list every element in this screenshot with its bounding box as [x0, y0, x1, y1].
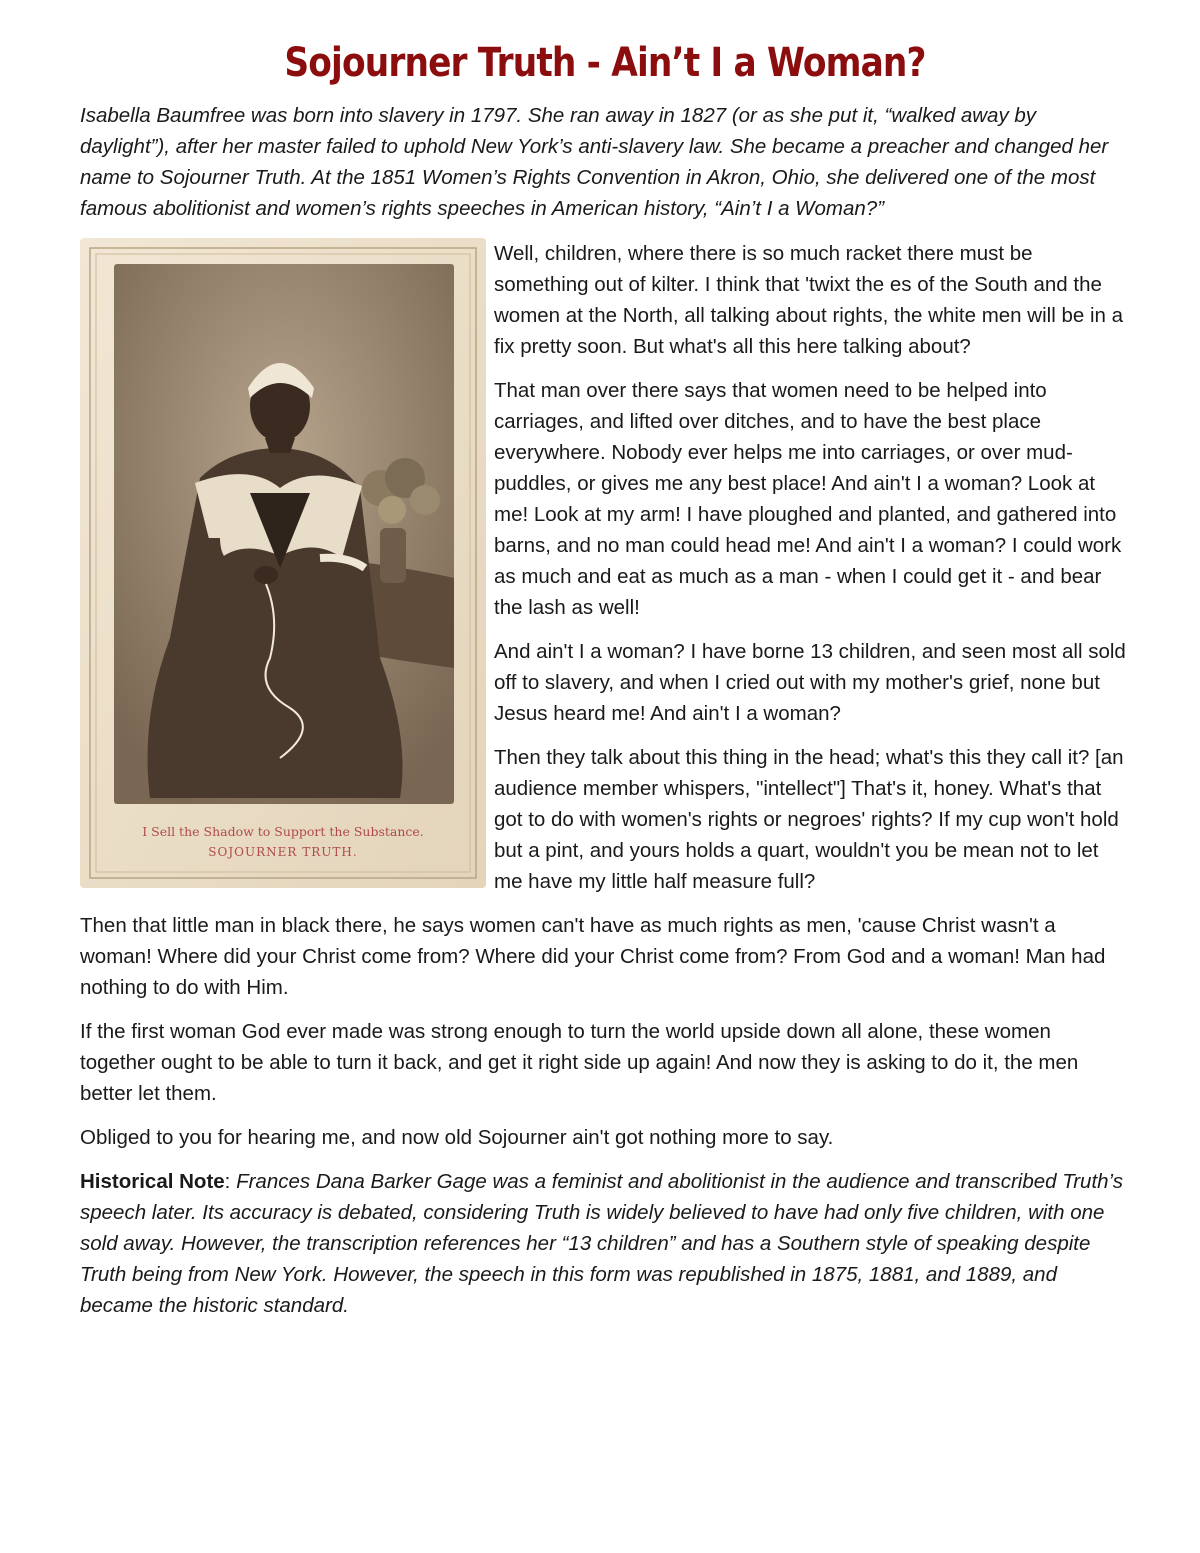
document-page — [80, 40, 1130, 1334]
historical-note-text: Frances Dana Barker Gage was a feminist and abolitionist in the audience and transcribed Truth’s speech later. Its accuracy is debated, considering Truth is widely believed to have had only five children, with one sold away. However, the transcription references her “13 children” and has a Southern style of speaking despite Truth being from New York. However, the speech in this form was republished in 1875, 1881, and 1889, and became the historic standard. — [80, 1170, 1123, 1317]
intro-paragraph: Isabella Baumfree was born into slavery in 1797. She ran away in 1827 (or as she put it, “walked away by daylight”), after her master failed to uphold New York’s anti-slavery law. She became a preacher and changed her name to Sojourner Truth. At the 1851 Women’s Rights Convention in Akron, Ohio, she delivered one of the most famous abolitionist and women’s rights speeches in American history, “Ain’t I a Woman?” — [80, 104, 1109, 220]
sojourner-truth-portrait — [80, 238, 486, 888]
speech-paragraph-3: And ain't I a woman? I have borne 13 children, and seen most all sold off to slavery, and when I cried out with my mother's grief, none but Jesus heard me! And ain't I a woman? — [494, 640, 1126, 725]
historical-note-label: Historical Note — [80, 1170, 225, 1193]
historical-note-separator: : — [224, 1170, 237, 1193]
speech-paragraph-4: Then they talk about this thing in the head; what's this they call it? [an audience member whispers, "intellect"] That's it, honey. What's that got to do with women's rights or negroes' rights? If my cup won't hold but a pint, and yours holds a quart, wouldn't you be mean not to let me have my little half measure full? — [494, 746, 1124, 893]
historical-note — [80, 1166, 1130, 1321]
photo-caption-line-1: I Sell the Shadow to Support the Substance. — [142, 824, 424, 839]
speech-paragraph-6: If the first woman God ever made was strong enough to turn the world upside down all alone, these women together ought to be able to turn it back, and get it right side up again! And now they is asking to do it, the men better let them. — [80, 1020, 1079, 1105]
photo-caption-line-2: SOJOURNER TRUTH. — [208, 845, 358, 859]
speech-section — [80, 238, 1130, 897]
speech-continuation — [80, 910, 1130, 1321]
page-title: Sojourner Truth - Ain’t I a Woman? — [284, 40, 926, 86]
speech-paragraph-2: That man over there says that women need to be helped into carriages, and lifted over ditches, and to have the best place everywhere. Nobody ever helps me into carriages, or over mud-puddles, or gives me any best place! And ain't I a woman? Look at me! Look at my arm! I have ploughed and planted, and gathered into barns, and no man could head me! And ain't I a woman? I could work as much and eat as much as a man - when I could get it - and bear the lash as well! — [494, 379, 1122, 619]
speech-paragraph-5: Then that little man in black there, he says women can't have as much rights as men, 'cause Christ wasn't a woman! Where did your Christ come from? Where did your Christ come from? From God and a woman! Man had nothing to do with Him. — [80, 914, 1106, 999]
speech-paragraph-7: Obliged to you for hearing me, and now old Sojourner ain't got nothing more to say. — [80, 1126, 834, 1149]
speech-paragraph-1: Well, children, where there is so much racket there must be something out of kilter. I think that 'twixt the es of the South and the women at the North, all talking about rights, the white men will be in a fix pretty soon. But what's all this here talking about? — [494, 242, 1123, 358]
